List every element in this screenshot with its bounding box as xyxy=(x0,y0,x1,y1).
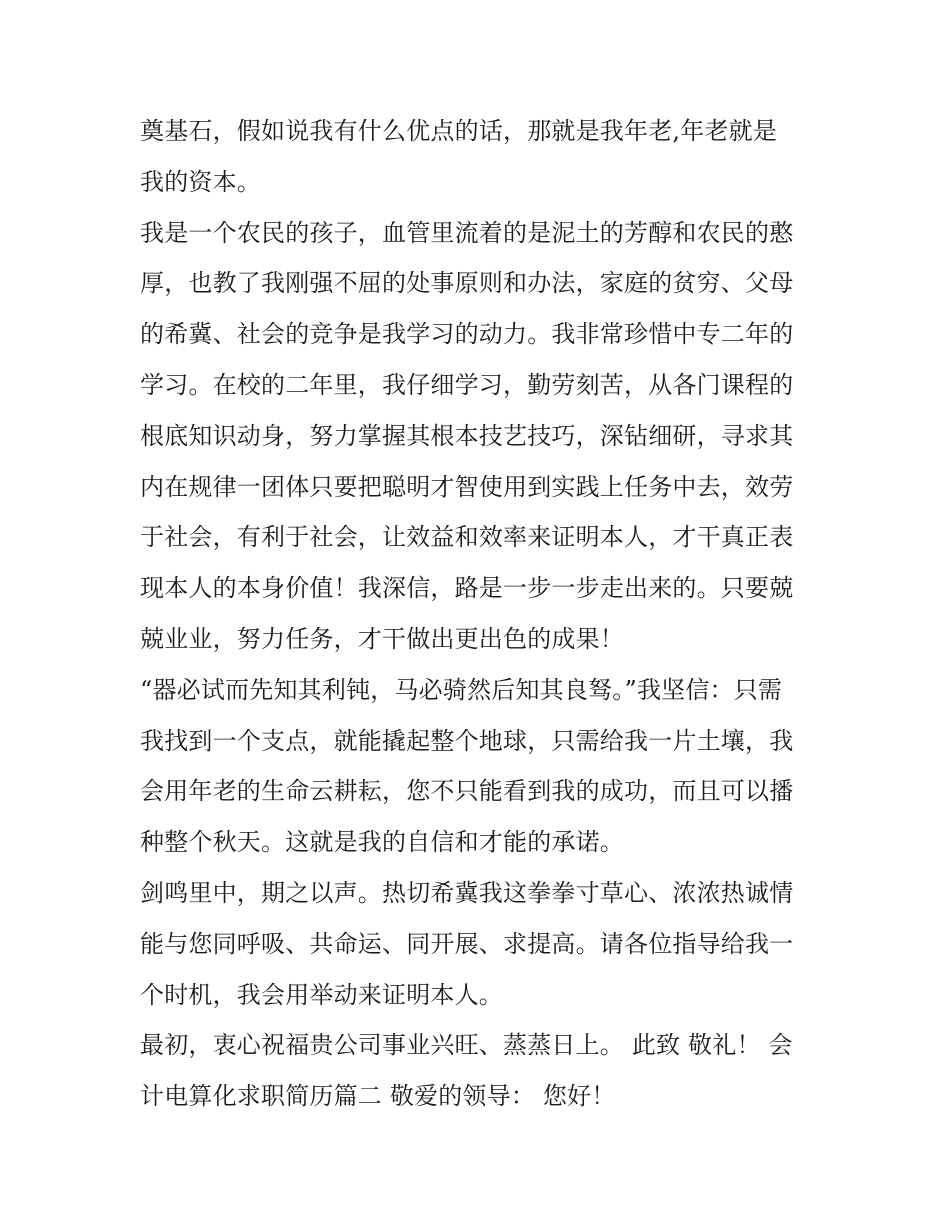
text-line-20: 计电算化求职简历篇二 敬爱的领导： 您好！ xyxy=(140,1082,616,1111)
text-line-17: 能与您同呼吸、共命运、同开展、求提高。请各位指导给我一 xyxy=(140,929,794,958)
text-line-1: 奠基石，假如说我有什么优点的话，那就是我年老,年老就是 xyxy=(140,117,778,145)
body-text xyxy=(140,106,820,1122)
text-line-14: 会用年老的生命云耕耘，您不只能看到我的成功，而且可以播 xyxy=(140,777,794,806)
text-line-18: 个时机，我会用举动来证明本人。 xyxy=(140,980,503,1009)
text-line-16: 剑鸣里中，期之以声。热切希冀我这拳拳寸草心、浓浓热诚情 xyxy=(140,878,794,907)
text-line-7: 根底知识动身，努力掌握其根本技艺技巧，深钻细研，寻求其 xyxy=(140,421,794,450)
text-line-19: 最初，衷心祝福贵公司事业兴旺、蒸蒸日上。 此致 敬礼！ 会 xyxy=(140,1031,793,1060)
text-line-12: “器必试而先知其利钝，马必骑然后知其良驽。”我坚信：只需 xyxy=(140,675,783,704)
text-line-4: 厚，也教了我刚强不屈的处事原则和办法，家庭的贫穷、父母 xyxy=(140,269,794,298)
text-line-9: 于社会，有利于社会，让效益和效率来证明本人，才干真正表 xyxy=(140,523,794,552)
text-line-5: 的希冀、社会的竞争是我学习的动力。我非常珍惜中专二年的 xyxy=(140,320,794,349)
text-line-3: 我是一个农民的孩子，血管里流着的是泥土的芳醇和农民的憨 xyxy=(140,218,794,247)
text-line-2: 我的资本。 xyxy=(140,167,261,196)
text-line-10: 现本人的本身价值！我深信，路是一步一步走出来的。只要兢 xyxy=(140,574,794,603)
text-line-13: 我找到一个支点，就能撬起整个地球，只需给我一片土壤，我 xyxy=(140,726,794,755)
text-line-6: 学习。在校的二年里，我仔细学习，勤劳刻苦，从各门课程的 xyxy=(140,370,794,399)
text-line-11: 兢业业，努力任务，才干做出更出色的成果！ xyxy=(140,624,624,653)
text-line-8: 内在规律一团体只要把聪明才智使用到实践上任务中去，效劳 xyxy=(140,472,794,501)
text-line-15: 种整个秋天。这就是我的自信和才能的承诺。 xyxy=(140,828,624,857)
